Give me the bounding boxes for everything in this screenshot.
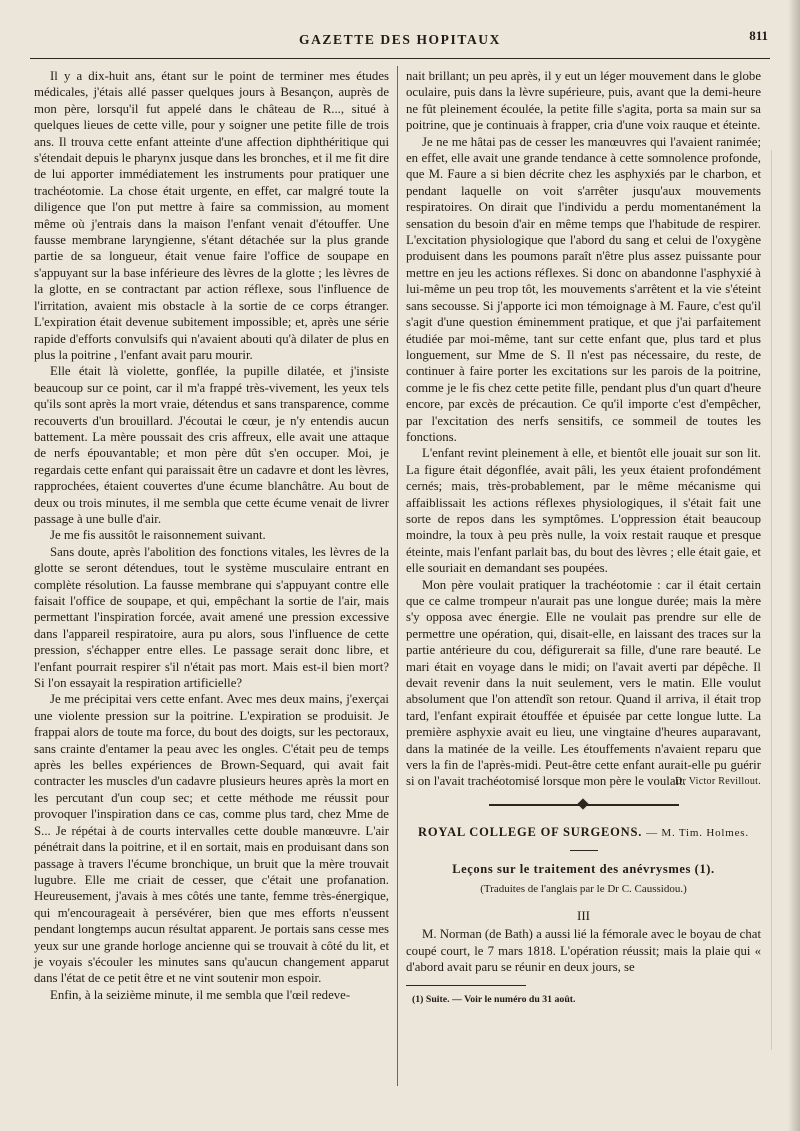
society-name: ROYAL COLLEGE OF SURGEONS.	[418, 825, 643, 840]
translator-credit: (Traduites de l'anglais par le Dr C. Caussidou.)	[480, 883, 687, 896]
paragraph: Enfin, à la seizième minute, il me sembla que l'œil redeve-	[50, 987, 351, 1002]
paragraph: Je me fis aussitôt le raisonnement suivant.	[50, 528, 266, 543]
society-author: — M. Tim. Holmes.	[646, 827, 749, 840]
short-rule	[570, 850, 598, 851]
paragraph: Je me précipitai vers cette enfant. Avec mes deux mains, j'exerçai une violente pression sur la poitrine. L'expiration se produisit. Je frappai alors de toute ma force, du bout des doigts, sur les pectoraux, sans crainte d'entamer la peau avec les ongles. C'était peu de temps après les belles expériences de Brown-Sequard, qui avait fait contracter les muscles d'un cadavre plusieurs heures après la mort en les percutant d'un coup sec; et cette méthode me réussit pour provoquer l'inspiration dans ce cas, comme plus tard, chez Mme de S... Je répétai à de courts intervalles cette double manœuvre. L'air pénétrait dans la poitrine, et il en sortait, mais en produisant dans son passage à travers l'écume bronchique, un bruit que la mère trouvait lugubre. Elle me criait de cesser, que c'était une profanation. Heureusement, j'avais à mes côtés une tante, femme très-énergique, qui m'encourageait à persévérer, bien que mes efforts n'eussent pendant longtemps aucun résultat apparent. Je portais sans cesse mes yeux sur une grande horloge ancienne qui se trouvait à côté du lit, et je voyais s'écouler les minutes sans qu'aucun changement apparut dans l'état de ce petit être et ne vint soutenir mon espoir.	[34, 692, 389, 986]
society-heading	[406, 824, 761, 841]
paragraph: Je ne me hâtai pas de cesser les manœuvres qui l'avaient ranimée; en effet, elle avait une grande tendance à cette somnolence profonde, que M. Faure a si bien décrite chez les asphyxiés par le charbon, et pendant laquelle on voit s'arrêter jusqu'aux mouvements respiratoires. On dirait que l'individu a perdu momentanément la sensation du besoin d'air en même temps que l'habitude de respirer. L'excitation physiologique que l'abord du sang et celui de l'oxygène produisent dans les poumons paraît n'être plus assez puissante pour mettre en jeu les actions réflexes. Si donc on abandonne l'asphyxié à lui-même un peu trop tôt, les mouvements s'arrêtent et la vie s'éteint sans secousse. Si j'apporte ici mon témoignage à M. Faure, c'est qu'il s'agit d'une question éminemment pratique, et que j'ai parfaitement étudiée par moi-même, tant sur cette enfant que, plus tard et plus longuement, sur Mme de S. Il n'est pas nécessaire, du reste, de continuer à faire porter les excitations sur les parois de la poitrine, comme je le fis chez cette petite fille, pendant plus d'un quart d'heure encore, par excès de précaution. Ce qu'il importe c'est d'empêcher, par l'excitation des nerfs sensitifs, ce sommeil de toutes les fonctions.	[406, 134, 761, 444]
page-fold-mark	[771, 150, 772, 1050]
paragraph: Mon père voulait pratiquer la trachéotomie : car il était certain que ce calme trompeur n'aurait pas une longue durée; mais la mère s'y opposa avec énergie. Elle ne voulait pas prendre sur elle de permettre une opération, qui, disait-elle, en laissant des traces sur la partie antérieure du cou, défigurerait sa fille, d'une rare beauté. Le mari était en voyage dans le midi; on l'avait averti par dépêche. Il devait revenir dans la nuit seulement, vers le matin. Elle voulut absolument que l'on attendît son retour. Quand il arriva, il était trop tard, l'enfant expirait étouffée et épuisée par cette longue lutte. La première asphyxie avait eu lieu, une vingtaine d'heures auparavant, dans la matinée de la veille. Les étouffements n'avaient reparu que vers la fin de l'après-midi. Peut-être cette enfant aurait-elle pu guérir si on l'avait trachéotomisé lorsque mon père le voulait.	[406, 577, 761, 789]
column-divider	[397, 66, 398, 1086]
footnote-rule	[406, 985, 526, 986]
page-edge-shadow	[788, 0, 800, 1131]
author-signature: Dr Victor Revillout.	[674, 775, 761, 787]
paragraph: Elle était là violette, gonflée, la pupille dilatée, et j'insiste beaucoup sur ce point, car il m'a frappé très-vivement, les yeux tels qu'ils sont après la mort vraie, détendus et sans transparence, comme recouverts d'un brouillard. J'écoutai le cœur, je n'y entendis aucun battement. La mère poussait des cris affreux, elle avait une attaque de nerfs épouvantable; et mon père dût s'en occuper. Moi, je regardais cette enfant qui paraissait être un cadavre et dont les lèvres, rapprochées, étaient couvertes d'une écume blanchâtre. Au bout de deux ou trois minutes, il me sembla que cette écume venait de livrer passage à une bulle d'air.	[34, 364, 389, 526]
page-number: 811	[749, 28, 768, 43]
page-header	[30, 22, 770, 59]
paragraph: L'enfant revint pleinement à elle, et bientôt elle jouait sur son lit. La figure était dégonflée, avait pâli, les yeux étaient profondément cernés; mais, très-probablement, par le même mécanisme qui affaiblissait les actions réflexes physiologiques, il s'était fait une sorte de repos dans les symptômes. L'oppression était beaucoup moindre, la toux à peu près nulle, la voix restait rauque et presque éteinte, mais l'enfant parlait bas, du bout des lèvres ; elle était gaie, et elle souriait en demandant ses poupées.	[406, 446, 761, 576]
diamond-ornament-icon	[577, 799, 588, 810]
paragraph: nait brillant; un peu après, il y eut un léger mouvement dans le globe oculaire, puis dans la lèvre supérieure, puis, avant que la demi-heure ne fût pleinement écoulée, la petite fille s'agita, porta sa main sur sa poitrine, que je continuais à frapper, cria d'une voix rauque et éteinte.	[406, 69, 761, 133]
paragraph: Sans doute, après l'abolition des fonctions vitales, les lèvres de la glotte se seront détendues, tout le système musculaire entrant en complète résolution. La fausse membrane qui s'appuyant contre elle faisait l'office de soupape, et qui, empêchant la sortie de l'air, mais permettant l'inspiration forcée, avait amené une pression excessive dans l'appareil respiratoire, aura pu alors, sous l'influence de cette pression, s'échapper entre elles. Le passage serait donc libre, et l'enfant pourrait respirer s'il n'était pas mort. Mais est-il bien mort? Si l'on essayait la respiration artificielle?	[34, 544, 389, 691]
lecture-title: Leçons sur le traitement des anévrysmes (1).	[452, 861, 715, 876]
paragraph: Il y a dix-huit ans, étant sur le point de terminer mes études médicales, j'étais allé passer quelques jours à Besançon, auprès de mon père, lorsqu'il fut appelé dans le château de R..., situé à quelques lieues de cette ville, pour y soigner une petite fille de trois ans. Il trouva cette enfant atteinte d'une affection diphthéritique qui s'étendait depuis le pharynx jusque dans les bronches, et il me fit dire de lui apporter immédiatement les instruments pour pratiquer une trachéotomie. La chose était urgente, en effet, car malgré toute la diligence que l'on put mettre à faire sa commission, au moment même où j'entrais dans la maison l'enfant venait d'étouffer. Une fausse membrane laryngienne, s'étant détachée sur la plus grande partie de sa longueur, était venue faire l'office de soupape en s'appuyant sur la base inférieure des lèvres de la glotte ; les lèvres de la glotte, en se contractant par action réflexe, sous l'influence de l'irritation, avaient mis obstacle à la sortie de ce corps étranger. L'expiration était devenue subitement impossible; et, après une série rapide d'efforts convulsifs qui n'avaient abouti qu'à dilater de plus en plus la poitrine , l'enfant avait paru mourir.	[34, 69, 389, 362]
journal-title: GAZETTE DES HOPITAUX	[298, 32, 502, 47]
section-separator	[489, 800, 679, 810]
right-column	[406, 68, 761, 1009]
left-column	[34, 68, 389, 1003]
paragraph: M. Norman (de Bath) a aussi lié la fémorale avec le boyau de chat coupé court, le 7 mars 1818. L'opération réussit; mais la plaie qui « d'abord avait paru se réunir en deux jours, se	[406, 927, 761, 974]
footnote: (1) Suite. — Voir le numéro du 31 août.	[412, 994, 576, 1006]
section-number: III	[577, 907, 590, 923]
